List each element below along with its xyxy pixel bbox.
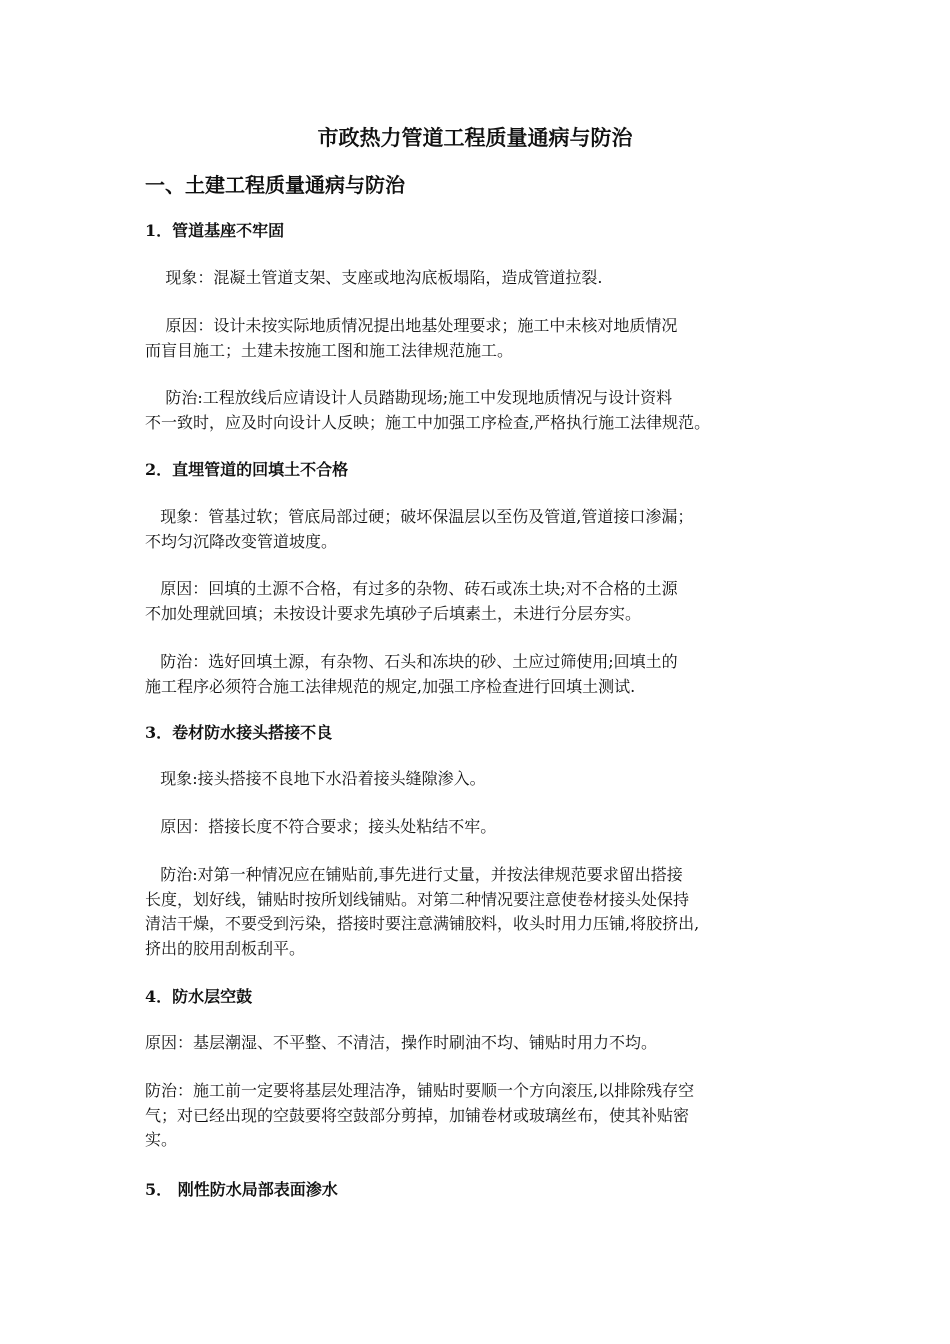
item-heading: 2．直埋管道的回填土不合格 <box>145 460 349 479</box>
paragraph-line: 实。 <box>145 1130 178 1149</box>
section-heading: 一、土建工程质量通病与防治 <box>145 173 405 197</box>
paragraph-line: 不加处理就回填；未按设计要求先填砂子后填素土，未进行分层夯实。 <box>145 603 642 623</box>
paragraph-line: 原因：基层潮湿、不平整、不清洁，操作时刷油不均、铺贴时用力不均。 <box>145 1033 658 1052</box>
paragraph-line: 原因：回填的土源不合格，有过多的杂物、砖石或冻土块;对不合格的土源 <box>145 579 678 598</box>
paragraph-line: 防治:对第一种情况应在铺贴前,事先进行丈量，并按法律规范要求留出搭接 <box>145 865 683 884</box>
paragraph <box>145 314 810 363</box>
paragraph <box>145 266 810 291</box>
paragraph-line: 防治:工程放线后应请设计人员踏勘现场;施工中发现地质情况与设计资料 <box>145 388 673 407</box>
item-heading: 1．管道基座不牢固 <box>145 221 285 240</box>
paragraph <box>145 1031 810 1056</box>
paragraph-line: 气；对已经出现的空鼓要将空鼓部分剪掉，加铺卷材或玻璃丝布，使其补贴密 <box>145 1105 690 1125</box>
paragraph <box>145 1079 810 1153</box>
paragraph <box>145 386 810 435</box>
paragraph-line: 清洁干燥，不要受到污染，搭接时要注意满铺胶料，收头时用力压铺,将胶挤出, <box>145 914 700 933</box>
paragraph <box>145 767 810 792</box>
paragraph-line: 长度，划好线，铺贴时按所划线铺贴。对第二种情况要注意使卷材接头处保持 <box>145 889 690 909</box>
paragraph-line: 现象：混凝土管道支架、支座或地沟底板塌陷，造成管道拉裂. <box>145 268 603 287</box>
paragraph <box>145 577 810 626</box>
paragraph-line: 不均匀沉降改变管道坡度。 <box>145 531 338 551</box>
paragraph <box>145 863 810 961</box>
item-heading: 4．防水层空鼓 <box>145 987 253 1006</box>
item-heading: 3．卷材防水接头搭接不良 <box>145 723 333 742</box>
paragraph <box>145 650 810 699</box>
paragraph <box>145 815 810 840</box>
paragraph-line: 防治：选好回填土源，有杂物、石头和冻块的砂、土应过筛使用;回填土的 <box>145 652 678 671</box>
paragraph-line: 不一致时，应及时向设计人反映；施工中加强工序检查,严格执行施工法律规范。 <box>145 412 711 432</box>
paragraph <box>145 505 810 554</box>
paragraph-line: 挤出的胶用刮板刮平。 <box>145 938 306 958</box>
paragraph-line: 防治：施工前一定要将基层处理洁净，铺贴时要顺一个方向滚压,以排除残存空 <box>145 1081 695 1100</box>
paragraph-line: 现象:接头搭接不良地下水沿着接头缝隙渗入。 <box>145 769 486 788</box>
paragraph-line: 施工程序必须符合施工法律规范的规定,加强工序检查进行回填土测试. <box>145 676 636 696</box>
paragraph-line: 原因：设计未按实际地质情况提出地基处理要求；施工中未核对地质情况 <box>145 316 678 335</box>
document-title: 市政热力管道工程质量通病与防治 <box>317 125 633 150</box>
paragraph-line: 现象：管基过软；管底局部过硬；破坏保温层以至伤及管道,管道接口渗漏； <box>145 507 694 526</box>
paragraph-line: 而盲目施工；土建未按施工图和施工法律规范施工。 <box>145 340 514 360</box>
paragraph-line: 原因：搭接长度不符合要求；接头处粘结不牢。 <box>145 817 497 836</box>
item-heading: 5． 刚性防水局部表面渗水 <box>145 1180 338 1199</box>
